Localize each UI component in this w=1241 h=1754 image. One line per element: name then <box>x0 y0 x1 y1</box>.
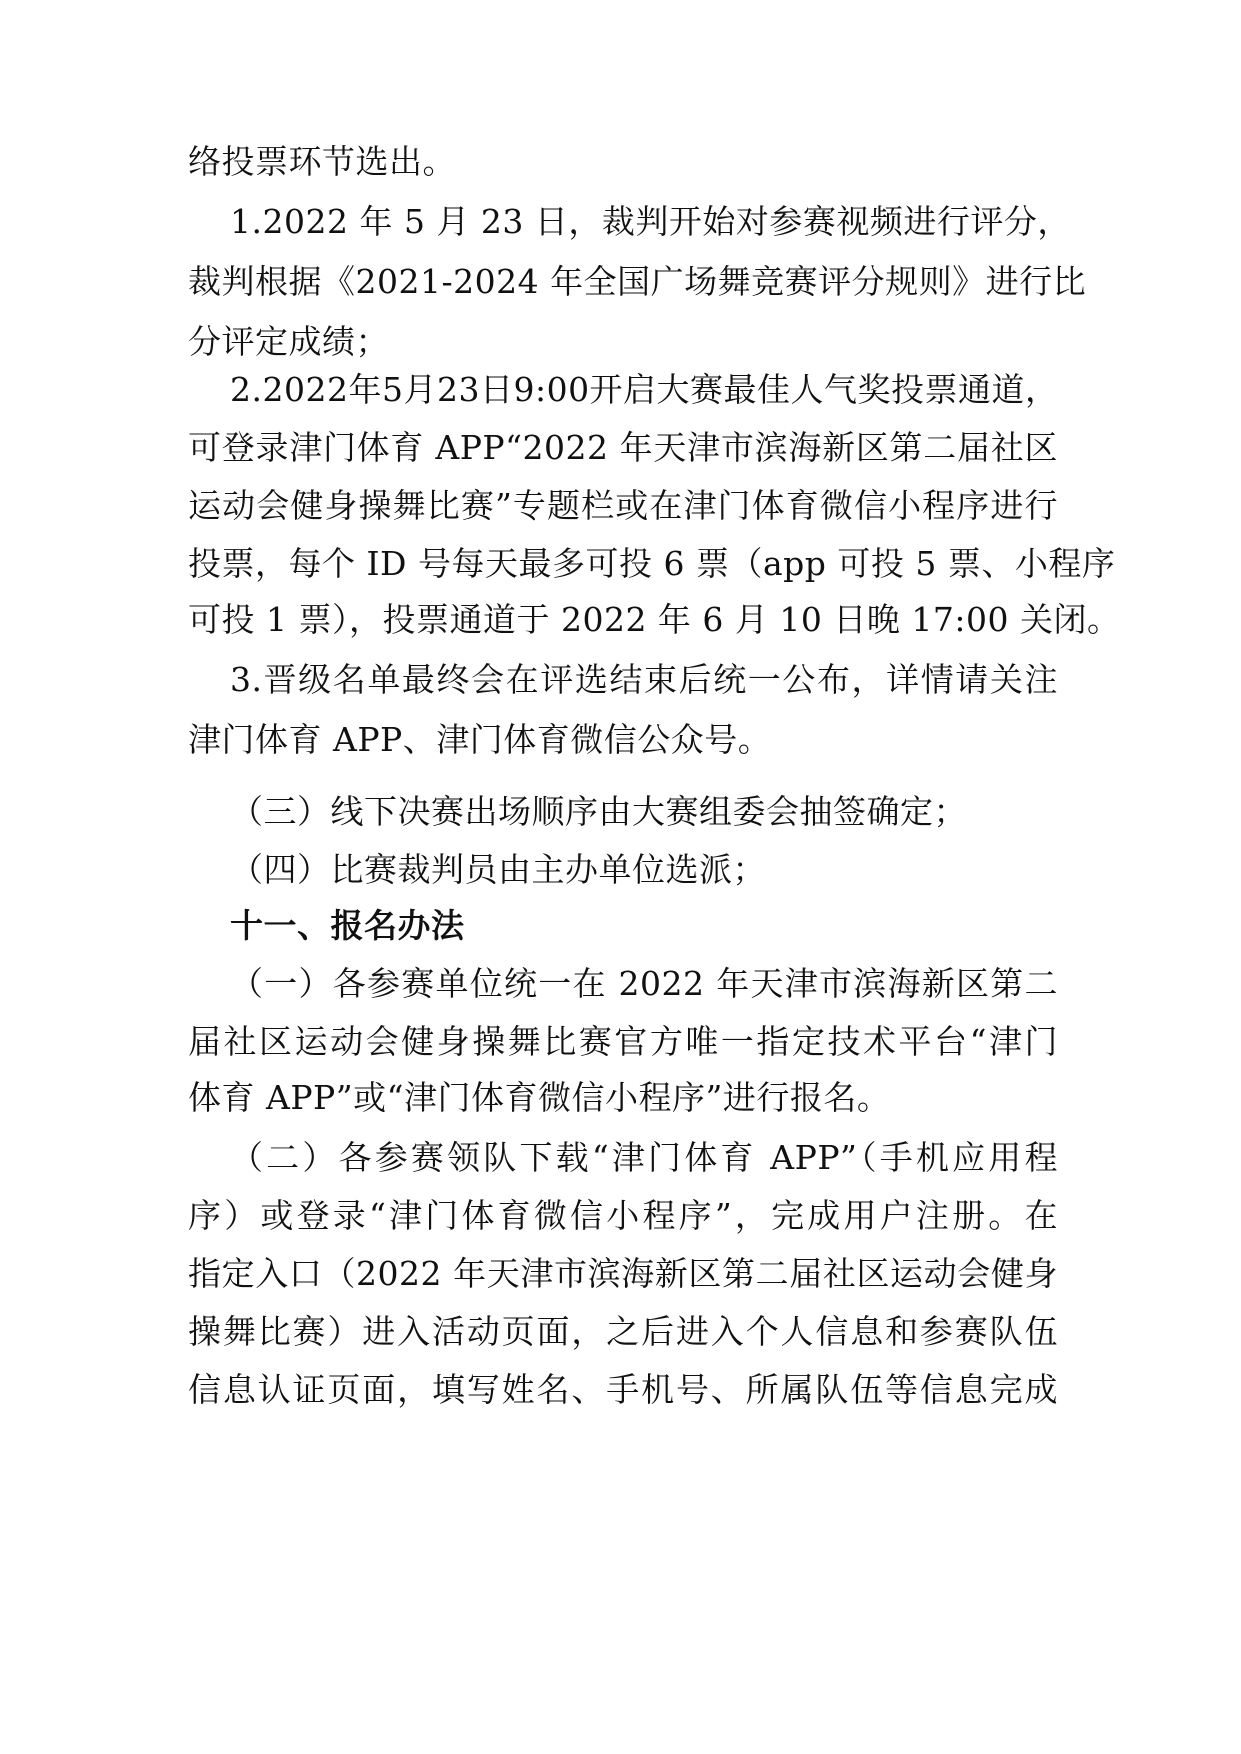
paragraph-line: 届社区运动会健身操舞比赛官方唯一指定技术平台“津门 <box>188 1022 1058 1061</box>
paragraph-line: 络投票环节选出。 <box>188 142 456 181</box>
paragraph-line: 分评定成绩； <box>188 322 389 361</box>
paragraph-line: 投票，每个 ID 号每天最多可投 6 票（app 可投 5 票、小程序 <box>188 544 1116 583</box>
paragraph-line: （一）各参赛单位统一在 2022 年天津市滨海新区第二 <box>230 964 1058 1003</box>
paragraph-line: 3.晋级名单最终会在评选结束后统一公布，详情请关注 <box>230 660 1058 699</box>
paragraph-line: 信息认证页面，填写姓名、手机号、所属队伍等信息完成 <box>188 1370 1058 1409</box>
paragraph-line: 运动会健身操舞比赛”专题栏或在津门体育微信小程序进行 <box>188 486 1058 525</box>
paragraph-line: （三）线下决赛出场顺序由大赛组委会抽签确定； <box>230 792 967 831</box>
paragraph-line: 津门体育 APP、津门体育微信公众号。 <box>188 720 772 759</box>
paragraph-line: （四）比赛裁判员由主办单位选派； <box>230 850 766 889</box>
paragraph-line: 体育 APP”或“津门体育微信小程序”进行报名。 <box>188 1078 891 1117</box>
section-heading: 十一、报名办法 <box>230 906 465 945</box>
paragraph-line: （二）各参赛领队下载“津门体育 APP”（手机应用程 <box>230 1138 1058 1177</box>
paragraph-line: 可投 1 票），投票通道于 2022 年 6 月 10 日晚 17:00 关闭。 <box>188 600 1121 639</box>
paragraph-line: 操舞比赛）进入活动页面，之后进入个人信息和参赛队伍 <box>188 1312 1058 1351</box>
paragraph-line: 指定入口（2022 年天津市滨海新区第二届社区运动会健身 <box>188 1254 1058 1293</box>
paragraph-line: 可登录津门体育 APP“2022 年天津市滨海新区第二届社区 <box>188 428 1058 467</box>
paragraph-line: 裁判根据《2021-2024 年全国广场舞竞赛评分规则》进行比 <box>188 262 1087 301</box>
paragraph-line: 1.2022 年 5 月 23 日，裁判开始对参赛视频进行评分， <box>230 202 1071 241</box>
paragraph-line: 序）或登录“津门体育微信小程序”，完成用户注册。在 <box>188 1196 1058 1235</box>
paragraph-line: 2.2022年5月23日9:00开启大赛最佳人气奖投票通道， <box>230 370 1059 409</box>
